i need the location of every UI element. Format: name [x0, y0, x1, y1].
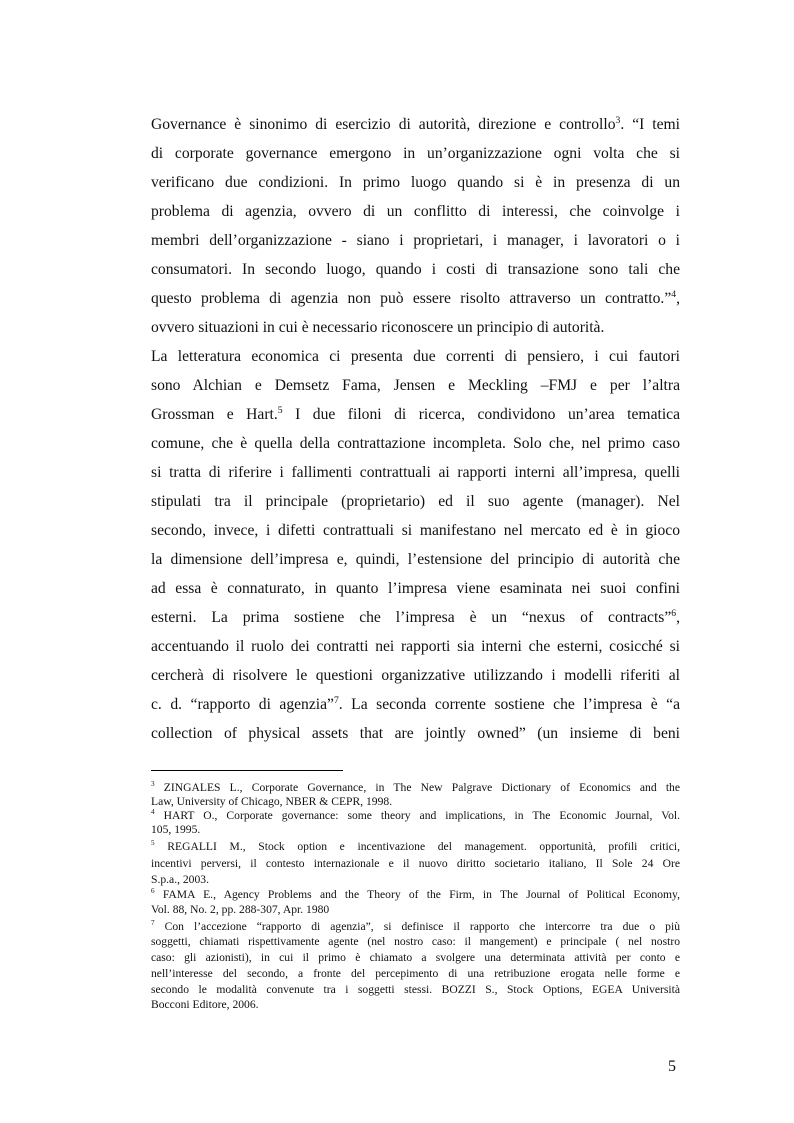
- footnote-number: 3: [151, 780, 155, 789]
- body-line: sono Alchian e Demsetz Fama, Jensen e Meckling –FMJ e per l’altra: [151, 377, 680, 394]
- page-number: 5: [668, 1058, 676, 1075]
- footnote-number: 6: [151, 887, 155, 896]
- body-line: problema di agenzia, ovvero di un conflitto di interessi, che coinvolge i: [151, 203, 680, 220]
- footnote-ref: 6: [671, 607, 677, 619]
- footnote-number: 7: [151, 919, 155, 928]
- footnote-line: Bocconi Editore, 2006.: [151, 998, 259, 1011]
- footnote-line: S.p.a., 2003.: [151, 873, 209, 886]
- footnote-line: $^5$ REGALLI M., Stock option e incentivazione del management. opportunità, profili critici,: [151, 839, 680, 853]
- footnote-number: 4: [151, 808, 155, 817]
- body-line: secondo, invece, i difetti contrattuali si manifestano nel mercato ed è in gioco: [151, 522, 680, 539]
- footnote-line: 105, 1995.: [151, 823, 201, 836]
- body-line: la dimensione dell’impresa e, quindi, l’estensione del principio di autorità che: [151, 551, 680, 568]
- body-line: collection of physical assets that are jointly owned” (un insieme di beni: [151, 725, 680, 742]
- body-line: consumatori. In secondo luogo, quando i costi di transazione sono tali che: [151, 261, 680, 278]
- footnote-line: $^3$ ZINGALES L., Corporate Governance, in The New Palgrave Dictionary of Economics and the: [151, 780, 680, 794]
- body-line: Governance è sinonimo di esercizio di autorità, direzione e controllo$^3$. “I temi: [151, 114, 681, 133]
- body-line: questo problema di agenzia non può essere risolto attraverso un contratto.”$^4$,: [151, 288, 680, 307]
- footnote-number: 5: [151, 839, 155, 848]
- body-line: esterni. La prima sostiene che l’impresa è un “nexus of contracts”$^6$,: [151, 607, 680, 626]
- footnote-line: caso: gli azionisti), in cui il primo è chiamato a svolgere una determinata attività per conto e: [151, 951, 680, 964]
- footnote-line: Law, University of Chicago, NBER & CEPR, 1998.: [151, 795, 393, 808]
- footnote-ref: 3: [615, 114, 621, 126]
- footnote-ref: 4: [671, 288, 677, 300]
- footnote-line: $^4$ HART O., Corporate governance: some theory and implications, in The Economic Journal, Vol.: [151, 808, 680, 822]
- footnote-line: secondo le modalità convenute tra i soggetti stessi. BOZZI S., Stock Options, EGEA Università: [151, 983, 680, 996]
- body-line: La letteratura economica ci presenta due correnti di pensiero, i cui fautori: [151, 348, 680, 365]
- footnote-line: $^6$ FAMA E., Agency Problems and the Theory of the Firm, in The Journal of Political Economy,: [151, 887, 680, 901]
- body-line: accentuando il ruolo dei contratti nei rapporti sia interni che esterni, cosicché si: [151, 638, 680, 655]
- footnote-ref: 5: [277, 404, 283, 416]
- body-line: si tratta di riferire i fallimenti contrattuali ai rapporti interni all’impresa, quelli: [151, 464, 680, 481]
- body-line: stipulati tra il principale (proprietario) ed il suo agente (manager). Nel: [151, 493, 680, 510]
- body-line: comune, che è quella della contrattazione incompleta. Solo che, nel primo caso: [151, 435, 680, 452]
- footnote-line: nell’interesse del secondo, a fronte del percepimento di una retribuzione erogata nelle forme e: [151, 967, 680, 980]
- footnote-line: Vol. 88, No. 2, pp. 288-307, Apr. 1980: [151, 903, 330, 916]
- footnote-separator: [151, 770, 343, 771]
- body-line: membri dell’organizzazione - siano i proprietari, i manager, i lavoratori o i: [151, 232, 680, 249]
- footnote-line: soggetti, chiamati rispettivamente agente (nel nostro caso: il mangement) e principale ( nel nostro: [151, 935, 680, 948]
- footnote-ref: 7: [333, 694, 339, 706]
- body-line: cercherà di risolvere le questioni organizzative utilizzando i modelli riferiti al: [151, 667, 680, 684]
- footnote-line: $^7$ Con l’accezione “rapporto di agenzia”, si definisce il rapporto che intercorre tra due o più: [151, 919, 680, 933]
- body-line: verificano due condizioni. In primo luogo quando si è in presenza di un: [151, 174, 680, 191]
- body-line: ad essa è connaturato, in quanto l’impresa viene esaminata nei suoi confini: [151, 580, 680, 597]
- body-line: c. d. “rapporto di agenzia”$^7$. La seconda corrente sostiene che l’impresa è “a: [151, 694, 680, 713]
- body-line: ovvero situazioni in cui è necessario riconoscere un principio di autorità.: [151, 319, 605, 336]
- body-line: Grossman e Hart.$^5$ I due filoni di ricerca, condividono un’area tematica: [151, 404, 680, 423]
- body-line: di corporate governance emergono in un’organizzazione ogni volta che si: [151, 145, 680, 162]
- footnote-line: incentivi perversi, il contesto internazionale e il nuovo diritto societario italiano, Il Sole 24 Ore: [151, 857, 680, 870]
